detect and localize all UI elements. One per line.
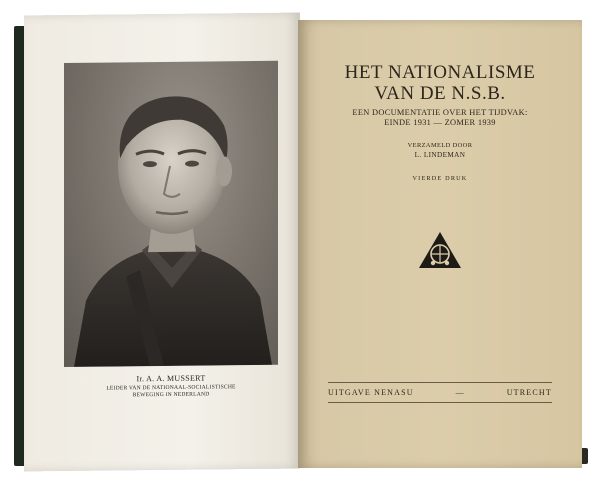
caption-name: Ir. A. A. MUSSERT [136,373,206,384]
publisher-city: UTRECHT [506,388,552,397]
publisher-name: UITGAVE NENASU [328,388,414,397]
publisher-dash: — [455,388,465,397]
caption-subtitle-line1: LEIDER VAN DE NATIONAAL-SOCIALISTISCHE [106,384,236,392]
publisher-emblem-icon [417,230,463,275]
portrait-photo [64,61,278,367]
subtitle-line2: EINDE 1931 — ZOMER 1939 [384,118,496,127]
publisher-rule-bottom [328,402,552,403]
left-page [24,13,300,472]
caption-subtitle-line2: BEWEGING IN NEDERLAND [132,391,210,398]
title-page [298,20,582,468]
edition-label: VIERDE DRUK [412,175,468,182]
portrait-caption [64,373,278,399]
publisher-line [328,388,552,397]
subtitle-line1: EEN DOCUMENTATIE OVER HET TIJDVAK: [352,108,528,117]
title-line2: VAN DE N.S.B. [374,83,506,104]
compiler-name: L. LINDEMAN [414,151,466,159]
title-block [298,62,582,182]
publisher-rule-top [328,382,552,383]
title-line1: HET NATIONALISME [344,62,536,83]
compiled-by-label: VERZAMELD DOOR [407,142,473,149]
